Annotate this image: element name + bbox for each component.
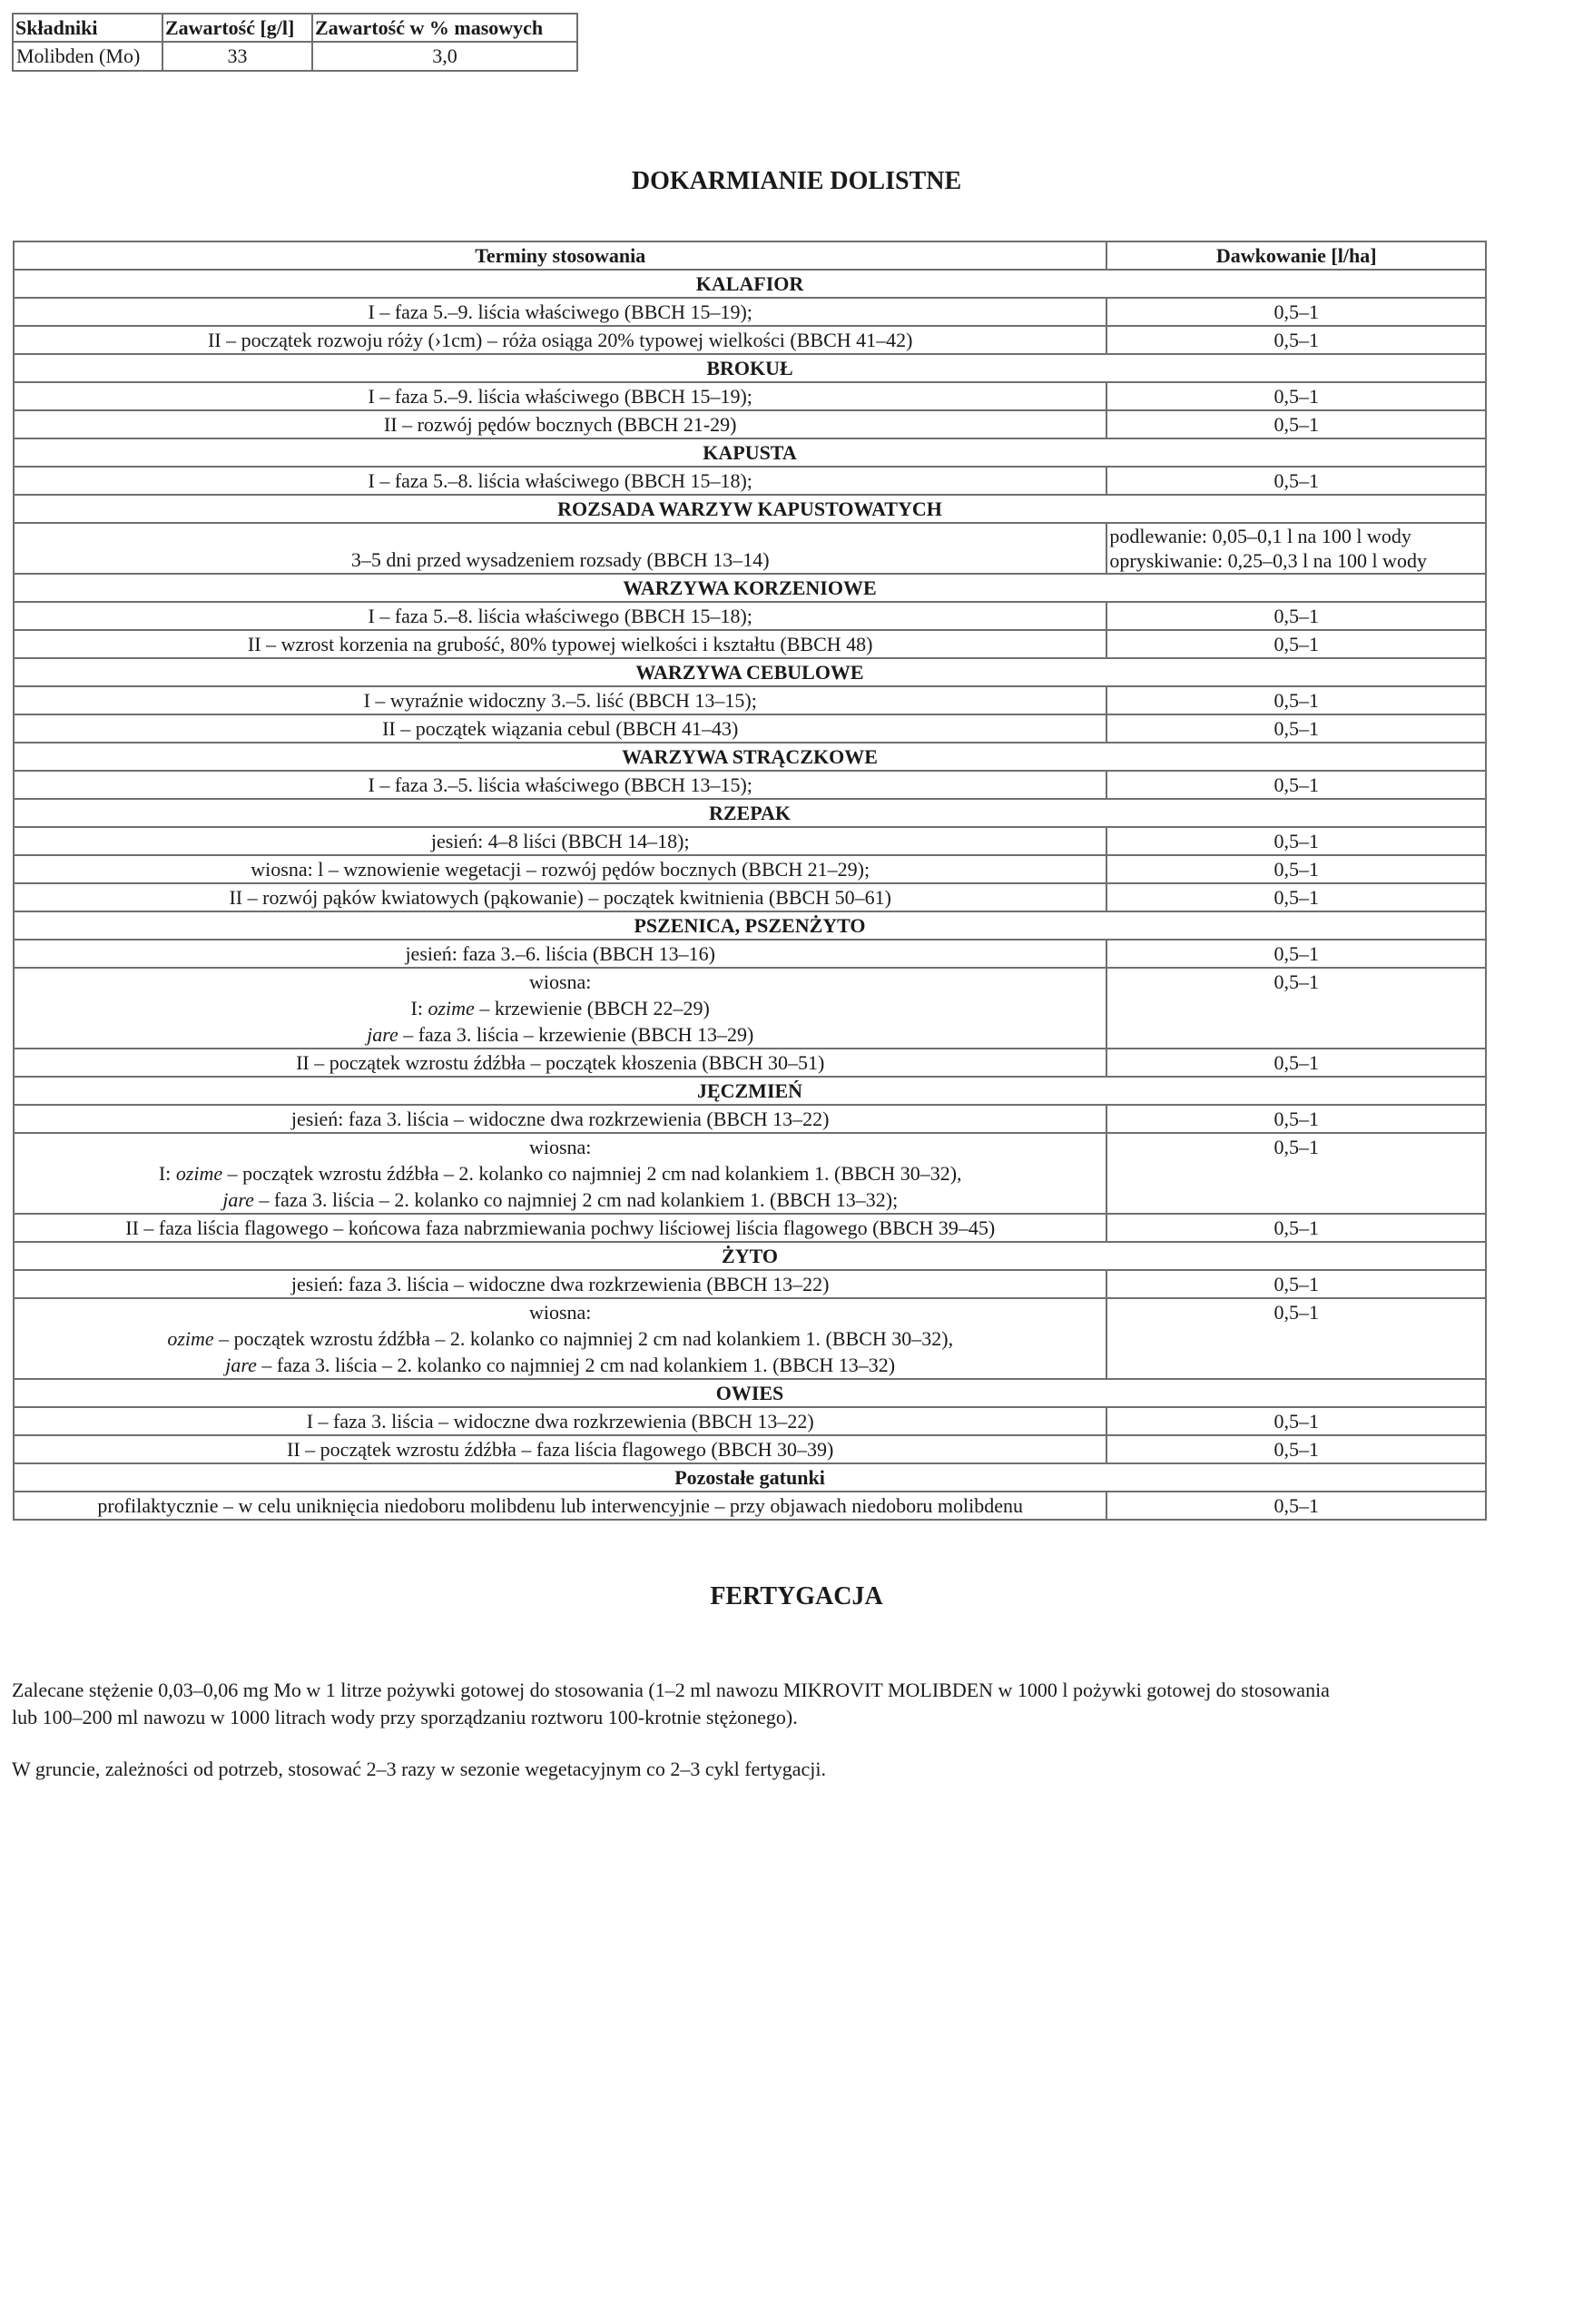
paragraph-line: Zalecane stężenie 0,03–0,06 mg Mo w 1 litrze pożywki gotowej do stosowania (1–2 ml nawozu MIKROVIT MOLIBDEN w 1000 l pożywki gotowej do stosowania [12,1679,1330,1701]
crop-heading-korzeniowe: WARZYWA KORZENIOWE [14,574,1486,602]
crop-heading-zyto: ŻYTO [14,1242,1486,1270]
crop-section-row [14,574,1486,602]
content-percent-value: 3,0 [312,42,577,71]
term-cell: I – faza 5.–9. liścia właściwego (BBCH 15–19); [14,382,1106,410]
dose-cell: 0,5–1 [1106,968,1486,1049]
dose-cell [1106,523,1486,574]
ingredient-name: Molibden (Mo) [13,42,162,71]
dose-cell: 0,5–1 [1106,602,1486,630]
dose-cell: 0,5–1 [1106,883,1486,911]
spring-label: wiosna: [528,1301,592,1324]
fertigation-paragraph-concentration [12,1677,1573,1731]
term-italic-ozime: ozime [167,1327,214,1350]
spring-label: wiosna: [528,970,592,993]
table-row [14,1133,1486,1214]
table-row [14,326,1486,354]
dose-watering: podlewanie: 0,05–0,1 l na 100 l wody [1109,525,1411,547]
term-cell: II – początek wzrostu źdźbła – początek kłoszenia (BBCH 30–51) [14,1049,1106,1077]
dosage-header-row [14,241,1486,270]
paragraph-line: lub 100–200 ml nawozu w 1000 litrach wody przy sporządzaniu roztworu 100-krotnie stężonego). [12,1706,798,1728]
table-row [14,1214,1486,1242]
table-row [14,1298,1486,1379]
table-row [14,855,1486,883]
term-line-spring [15,1021,1106,1048]
term-text: – faza 3. liścia – krzewienie (BBCH 13–29) [398,1023,754,1046]
table-row [14,827,1486,855]
dose-cell: 0,5–1 [1106,714,1486,743]
dose-cell: 0,5–1 [1106,1407,1486,1435]
crop-heading-brokul: BROKUŁ [14,354,1486,382]
term-line-spring [15,1352,1106,1378]
term-text: – początek wzrostu źdźbła – 2. kolanko co najmniej 2 cm nad kolankiem 1. (BBCH 30–32), [222,1162,962,1185]
table-row [14,940,1486,968]
dose-cell: 0,5–1 [1106,1298,1486,1379]
table-row [14,523,1486,574]
crop-heading-owies: OWIES [14,1379,1486,1407]
dose-cell: 0,5–1 [1106,1214,1486,1242]
term-prefix: I: [410,997,428,1019]
dose-cell: 0,5–1 [1106,771,1486,799]
table-row [14,1049,1486,1077]
term-cell: I – faza 3.–5. liścia właściwego (BBCH 13–15); [14,771,1106,799]
crop-heading-straczkowe: WARZYWA STRĄCZKOWE [14,743,1486,771]
table-row [14,1492,1486,1520]
term-cell: jesień: faza 3.–6. liścia (BBCH 13–16) [14,940,1106,968]
term-line-winter [15,995,1106,1021]
dose-cell: 0,5–1 [1106,940,1486,968]
crop-section-row [14,495,1486,523]
column-header-dosage: Dawkowanie [l/ha] [1106,241,1486,270]
column-header-ingredients: Składniki [13,14,162,42]
term-cell: II – wzrost korzenia na grubość, 80% typowej wielkości i kształtu (BBCH 48) [14,630,1106,658]
crop-section-row [14,799,1486,827]
dose-cell: 0,5–1 [1106,1105,1486,1133]
table-row [14,883,1486,911]
term-cell: jesień: faza 3. liścia – widoczne dwa rozkrzewienia (BBCH 13–22) [14,1270,1106,1298]
dose-cell: 0,5–1 [1106,630,1486,658]
foliar-section-title: DOKARMIANIE DOLISTNE [631,167,962,195]
table-row [14,382,1486,410]
dose-cell: 0,5–1 [1106,1492,1486,1520]
term-cell [14,1298,1106,1379]
crop-heading-pszenica: PSZENICA, PSZENŻYTO [14,911,1486,940]
crop-heading-rozsada: ROZSADA WARZYW KAPUSTOWATYCH [14,495,1486,523]
term-line-winter [15,1325,1106,1352]
crop-section-row [14,354,1486,382]
crop-section-row [14,1242,1486,1270]
term-cell: 3–5 dni przed wysadzeniem rozsady (BBCH 13–14) [14,523,1106,574]
crop-heading-rzepak: RZEPAK [14,799,1486,827]
term-cell: profilaktycznie – w celu uniknięcia niedoboru molibdenu lub interwencyjnie – przy objawach niedoboru molibdenu [14,1492,1106,1520]
crop-heading-kapusta: KAPUSTA [14,438,1486,467]
crop-section-row [14,1463,1486,1492]
crop-heading-pozostale: Pozostałe gatunki [14,1463,1486,1492]
dose-cell: 0,5–1 [1106,382,1486,410]
term-line-winter [15,1160,1106,1187]
dose-cell: 0,5–1 [1106,410,1486,438]
term-cell: I – faza 5.–8. liścia właściwego (BBCH 15–18); [14,467,1106,495]
term-cell: I – faza 5.–8. liścia właściwego (BBCH 15–18); [14,602,1106,630]
foliar-dosage-table [13,241,1487,1521]
term-cell: II – początek rozwoju róży (›1cm) – róża osiąga 20% typowej wielkości (BBCH 41–42) [14,326,1106,354]
crop-heading-kalafior: KALAFIOR [14,270,1486,298]
term-italic-ozime: ozime [428,997,475,1019]
dose-cell: 0,5–1 [1106,686,1486,714]
fertigation-section-title: FERTYGACJA [710,1582,883,1610]
term-cell: II – rozwój pąków kwiatowych (pąkowanie) – początek kwitnienia (BBCH 50–61) [14,883,1106,911]
composition-header-row [13,14,577,42]
dose-cell: 0,5–1 [1106,1049,1486,1077]
crop-heading-cebulowe: WARZYWA CEBULOWE [14,658,1486,686]
term-italic-jare: jare [225,1354,257,1376]
term-cell: jesień: faza 3. liścia – widoczne dwa rozkrzewienia (BBCH 13–22) [14,1105,1106,1133]
term-text: – faza 3. liścia – 2. kolanko co najmniej 2 cm nad kolankiem 1. (BBCH 13–32) [256,1354,896,1376]
term-cell: II – rozwój pędów bocznych (BBCH 21-29) [14,410,1106,438]
crop-section-row [14,1379,1486,1407]
dose-cell: 0,5–1 [1106,855,1486,883]
term-line-spring [15,1187,1106,1213]
dose-cell: 0,5–1 [1106,1435,1486,1463]
table-row [14,467,1486,495]
dose-spraying: opryskiwanie: 0,25–0,3 l na 100 l wody [1109,549,1427,572]
term-cell: wiosna: l – wznowienie wegetacji – rozwój pędów bocznych (BBCH 21–29); [14,855,1106,883]
dose-cell: 0,5–1 [1106,467,1486,495]
term-italic-ozime: ozime [175,1162,223,1185]
term-cell [14,968,1106,1049]
column-header-content-gl: Zawartość [g/l] [162,14,312,42]
crop-section-row [14,743,1486,771]
table-row [14,1105,1486,1133]
spring-label: wiosna: [528,1136,592,1158]
crop-section-row [14,1077,1486,1105]
term-cell [14,1133,1106,1214]
column-header-content-percent: Zawartość w % masowych [312,14,577,42]
dose-cell: 0,5–1 [1106,298,1486,326]
table-row [14,714,1486,743]
term-cell: jesień: 4–8 liści (BBCH 14–18); [14,827,1106,855]
term-cell: I – faza 5.–9. liścia właściwego (BBCH 15–19); [14,298,1106,326]
term-cell: II – początek wiązania cebul (BBCH 41–43) [14,714,1106,743]
term-cell: I – wyraźnie widoczny 3.–5. liść (BBCH 13–15); [14,686,1106,714]
table-row [14,1435,1486,1463]
term-italic-jare: jare [367,1023,398,1046]
term-cell: II – faza liścia flagowego – końcowa faza nabrzmiewania pochwy liściowej liścia flagowego (BBCH 39–45) [14,1214,1106,1242]
table-row [14,1270,1486,1298]
term-cell: I – faza 3. liścia – widoczne dwa rozkrzewienia (BBCH 13–22) [14,1407,1106,1435]
table-row [14,410,1486,438]
dose-cell: 0,5–1 [1106,1270,1486,1298]
table-row [14,771,1486,799]
dose-cell: 0,5–1 [1106,326,1486,354]
term-text: – krzewienie (BBCH 22–29) [474,997,710,1019]
term-cell: II – początek wzrostu źdźbła – faza liścia flagowego (BBCH 30–39) [14,1435,1106,1463]
table-row [14,298,1486,326]
table-row [14,630,1486,658]
dose-cell: 0,5–1 [1106,827,1486,855]
table-row [14,602,1486,630]
column-header-terms: Terminy stosowania [14,241,1106,270]
term-italic-jare: jare [222,1188,254,1211]
crop-section-row [14,911,1486,940]
term-text: – początek wzrostu źdźbła – 2. kolanko co najmniej 2 cm nad kolankiem 1. (BBCH 30–32), [213,1327,954,1350]
content-gl-value: 33 [162,42,312,71]
crop-heading-jeczmien: JĘCZMIEŃ [14,1077,1486,1105]
term-prefix: I: [158,1162,176,1185]
table-row [14,1407,1486,1435]
fertigation-paragraph-frequency: W gruncie, zależności od potrzeb, stosować 2–3 razy w sezonie wegetacyjnym co 2–3 cykl fertygacji. [12,1758,826,1780]
table-row [14,686,1486,714]
crop-section-row [14,658,1486,686]
dose-cell: 0,5–1 [1106,1133,1486,1214]
composition-table [12,13,578,72]
crop-section-row [14,270,1486,298]
table-row [13,42,577,71]
crop-section-row [14,438,1486,467]
table-row [14,968,1486,1049]
term-text: – faza 3. liścia – 2. kolanko co najmniej 2 cm nad kolankiem 1. (BBCH 13–32); [253,1188,899,1211]
